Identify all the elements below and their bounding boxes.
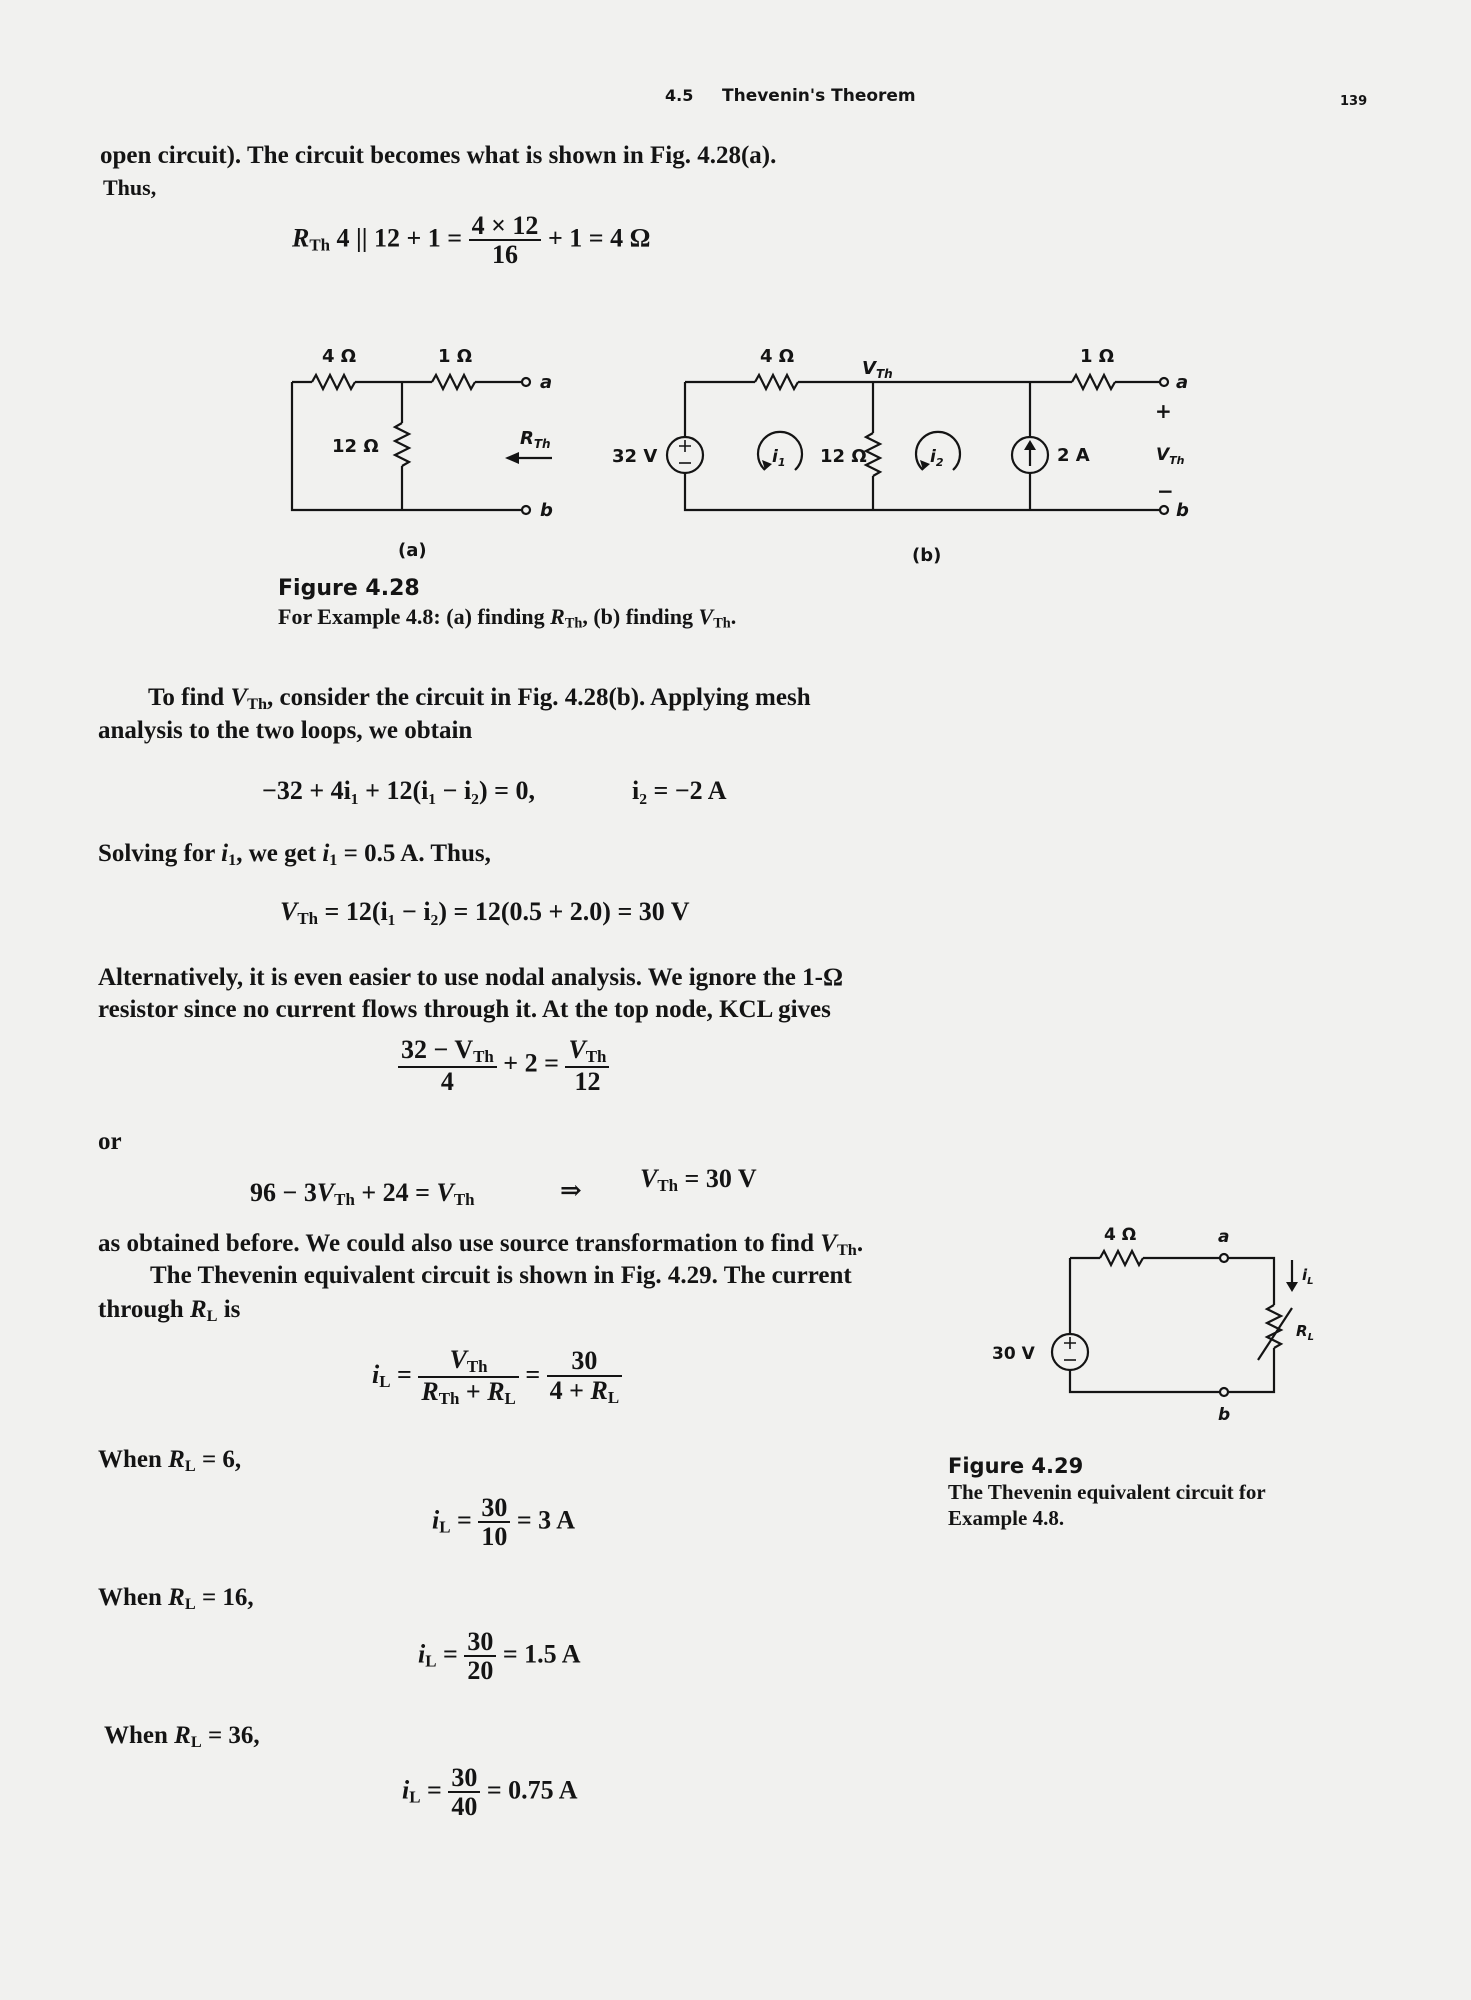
label-b: (b) bbox=[912, 545, 942, 566]
equation-part: 4 || 12 + 1 = bbox=[336, 223, 463, 253]
label-vth-output: $V_{Th}$ bbox=[1156, 445, 1185, 467]
figure-caption: The Thevenin equivalent circuit for bbox=[948, 1480, 1266, 1504]
figure-4-28-circuits bbox=[0, 0, 1471, 600]
paragraph-line: Alternatively, it is even easier to use nodal analysis. We ignore the 1-Ω bbox=[98, 964, 843, 991]
equation-mesh: −32 + 4i₁ + 12(i₁ − i₂) = 0, bbox=[262, 776, 535, 805]
wire bbox=[685, 473, 1160, 510]
paragraph-line: resistor since no current flows through it. At the top node, KCL gives bbox=[98, 996, 831, 1023]
label-4ohm: 4 Ω bbox=[760, 346, 795, 367]
label-4ohm: 4 Ω bbox=[1104, 1225, 1137, 1245]
label-12ohm: 12 Ω bbox=[332, 436, 379, 457]
fraction: $\frac{V_{Th}}{12}$ bbox=[565, 1036, 609, 1095]
resistor-1ohm bbox=[432, 375, 475, 389]
resistor-4ohm bbox=[1100, 1251, 1143, 1265]
equation-result: $V_{Th} = 30$ V bbox=[640, 1164, 757, 1196]
equation-kcl: $\frac{32 - V_{Th}}{4}$ + 2 = $\frac{V_{Th}}{12}$ bbox=[398, 1036, 609, 1095]
label-i2: $i_2$ bbox=[930, 447, 944, 469]
numerator: 4 × 12 bbox=[469, 212, 542, 241]
label-2a: 2 A bbox=[1057, 445, 1090, 466]
equation-vth: $V_{Th} = 12(i_1 - i_2) = 12(0.5 + 2.0) = 30$ V bbox=[280, 897, 690, 929]
terminal-b bbox=[522, 506, 530, 514]
rth-arrow-head bbox=[505, 452, 519, 464]
case-condition: When $R_L = 36$, bbox=[104, 1722, 260, 1752]
label-1ohm: 1 Ω bbox=[438, 346, 473, 367]
page-number: 139 bbox=[1340, 94, 1368, 109]
plus-sign bbox=[1064, 1337, 1076, 1349]
resistor-1ohm bbox=[1072, 375, 1115, 389]
figure-caption: Example 4.8. bbox=[948, 1506, 1065, 1530]
resistor-12ohm bbox=[866, 433, 880, 476]
resistor-4ohm bbox=[312, 375, 355, 389]
case-result: $i_L$ = $\frac{30}{20}$ = 1.5 A bbox=[418, 1627, 581, 1686]
fraction: $\frac{30}{4 + R_L}$ bbox=[547, 1347, 622, 1406]
label-terminal-b: b bbox=[1176, 500, 1189, 521]
label-4ohm: 4 Ω bbox=[322, 346, 357, 367]
label-1ohm: 1 Ω bbox=[1080, 346, 1115, 367]
label-terminal-b: b bbox=[1218, 1405, 1231, 1425]
symbol: R bbox=[292, 223, 310, 253]
figure-title: Figure 4.28 bbox=[278, 576, 420, 601]
label-terminal-a: a bbox=[1176, 372, 1189, 393]
paragraph-line: through $R_L$ is bbox=[98, 1296, 241, 1326]
equation-mesh-i2: i₂ = −2 A bbox=[632, 776, 727, 805]
subscript: Th bbox=[309, 235, 331, 255]
label-rth: $R_{Th}$ bbox=[520, 428, 551, 451]
label-plus: + bbox=[1155, 399, 1172, 423]
terminal-a bbox=[522, 378, 530, 386]
plus-sign bbox=[679, 440, 691, 452]
equation-il: $i_L$ = $\frac{V_{Th}}{R_{Th} + R_L}$ = $\frac{30}{4 + R_L}$ bbox=[372, 1346, 622, 1408]
figure-title: Figure 4.29 bbox=[948, 1454, 1084, 1478]
case-condition: When $R_L = 16$, bbox=[98, 1584, 254, 1614]
denominator: 16 bbox=[492, 240, 519, 270]
wire bbox=[1228, 1348, 1274, 1392]
implies-arrow: ⇒ bbox=[560, 1176, 582, 1205]
label-12ohm: 12 Ω bbox=[820, 446, 867, 467]
paragraph-line: Solving for $i_1$, we get $i_1 = 0.5$ A. Thus, bbox=[98, 840, 491, 870]
case-result: $i_L$ = $\frac{30}{10}$ = 3 A bbox=[432, 1493, 576, 1552]
paragraph-line: Thus, bbox=[103, 175, 157, 200]
case-result: $i_L$ = $\frac{30}{40}$ = 0.75 A bbox=[402, 1763, 578, 1822]
label-32v: 32 V bbox=[612, 446, 658, 467]
label-i1: $i_1$ bbox=[772, 447, 786, 469]
running-title: Thevenin's Theorem bbox=[722, 86, 916, 106]
paragraph-line: To find $V_{Th}$, consider the circuit in Fig. 4.28(b). Applying mesh bbox=[148, 684, 811, 714]
label-30v: 30 V bbox=[992, 1344, 1035, 1364]
label-il: $i_L$ bbox=[1302, 1266, 1314, 1287]
paragraph-line: The Thevenin equivalent circuit is shown in Fig. 4.29. The current bbox=[150, 1262, 852, 1289]
figure-caption: For Example 4.8: (a) finding $R_{Th}$, (b) finding $V_{Th}$. bbox=[278, 604, 737, 632]
current-arrow-head bbox=[1286, 1282, 1298, 1292]
paragraph-line: as obtained before. We could also use source transformation to find $V_{Th}$. bbox=[98, 1230, 864, 1260]
paragraph-line: open circuit). The circuit becomes what is shown in Fig. 4.28(a). bbox=[100, 142, 777, 169]
label-minus: − bbox=[1157, 479, 1174, 503]
label-a: (a) bbox=[398, 540, 427, 561]
fraction: $\frac{32 - V_{Th}}{4}$ bbox=[398, 1036, 497, 1095]
equation-part: + 1 = 4 Ω bbox=[547, 223, 651, 253]
paragraph-line: analysis to the two loops, we obtain bbox=[98, 717, 473, 744]
label-vth: $V_{Th}$ bbox=[862, 358, 893, 381]
terminal-a bbox=[1220, 1254, 1228, 1262]
terminal-b bbox=[1160, 506, 1168, 514]
section-number: 4.5 bbox=[665, 86, 694, 105]
resistor-4ohm bbox=[755, 375, 798, 389]
case-condition: When $R_L = 6$, bbox=[98, 1446, 242, 1476]
resistor-12ohm bbox=[395, 423, 409, 466]
current-arrow-head bbox=[1024, 440, 1036, 450]
terminal-a bbox=[1160, 378, 1168, 386]
equation-solve: $96 - 3V_{Th} + 24 = V_{Th}$ bbox=[250, 1178, 475, 1210]
label-terminal-a: a bbox=[540, 372, 553, 393]
terminal-b bbox=[1220, 1388, 1228, 1396]
connector-text: or bbox=[98, 1128, 122, 1155]
figure-4-29-circuit bbox=[990, 1210, 1350, 1440]
label-rl: $R_L$ bbox=[1296, 1322, 1314, 1343]
label-terminal-a: a bbox=[1218, 1227, 1230, 1247]
wire bbox=[1228, 1258, 1274, 1305]
label-terminal-b: b bbox=[540, 500, 553, 521]
fraction: $\frac{V_{Th}}{R_{Th} + R_L}$ bbox=[418, 1346, 518, 1408]
wire bbox=[1070, 1370, 1220, 1392]
